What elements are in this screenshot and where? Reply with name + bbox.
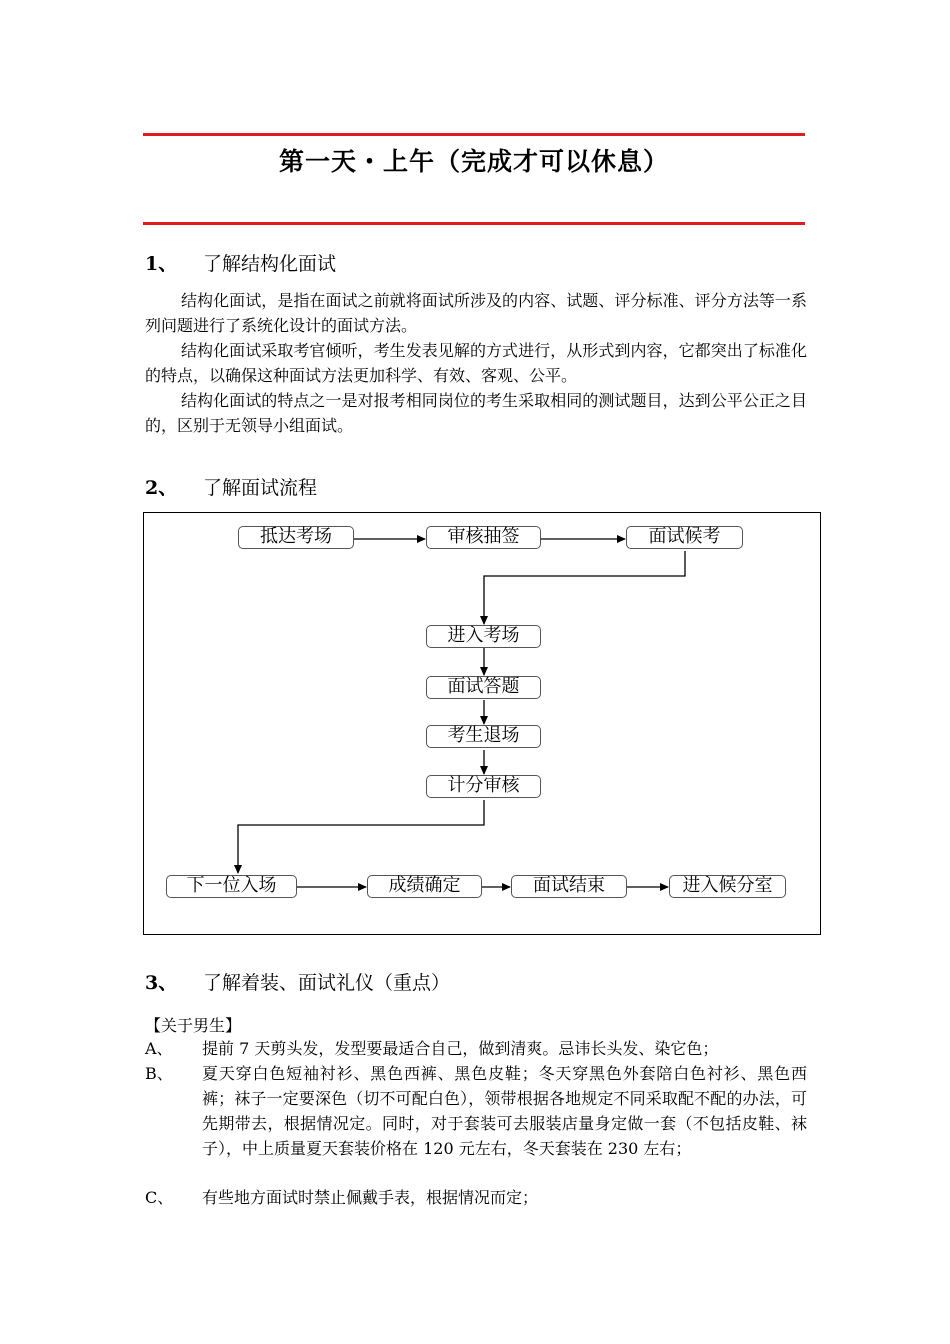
section-heading-1 — [145, 249, 336, 276]
process-flowchart — [143, 512, 821, 935]
page-title: 第一天・上午（完成才可以休息） — [278, 147, 669, 176]
section-number: 3、 — [145, 972, 178, 994]
section-title: 了解结构化面试 — [203, 253, 337, 275]
paragraph: 结构化面试的特点之一是对报考相同岗位的考生采取相同的测试题目，达到公平公正之目的，区别于无领导小组面试。 — [145, 391, 807, 435]
list-marker: B、 — [145, 1064, 173, 1083]
intro-text — [145, 288, 807, 438]
paragraph: 结构化面试采取考官倾听，考生发表见解的方式进行，从形式到内容，它都突出了标准化的特点，以确保这种面试方法更加科学、有效、客观、公平。 — [145, 341, 807, 385]
section-number: 1、 — [145, 253, 178, 275]
list-item — [145, 1036, 807, 1061]
arrow — [484, 551, 685, 624]
section-title: 了解着装、面试礼仪（重点） — [203, 972, 451, 994]
flow-step-wait: 面试候考 — [626, 526, 743, 549]
subsection-label: 【关于男生】 — [145, 1016, 242, 1035]
list-item-text: 有些地方面试时禁止佩戴手表，根据情况而定； — [202, 1188, 539, 1207]
list-item-text: 提前 7 天剪头发，发型要最适合自己，做到清爽。忌讳长头发、染它色； — [202, 1039, 719, 1058]
flow-step-exit: 考生退场 — [426, 725, 541, 748]
list-marker: C、 — [145, 1188, 174, 1207]
flow-step-scoring: 计分审核 — [426, 775, 541, 798]
flow-step-score-waiting-room: 进入候分室 — [669, 875, 786, 898]
flow-step-check-draw: 审核抽签 — [426, 526, 541, 549]
section-heading-2 — [145, 473, 317, 500]
flow-step-arrive-venue: 抵达考场 — [238, 526, 354, 549]
section-number: 2、 — [145, 477, 178, 499]
list-item-text: 夏天穿白色短袖衬衫、黑色西裤、黑色皮鞋；冬天穿黑色外套陪白色衬衫、黑色西裤；袜子一定要深色（切不可配白色），领带根据各地规定不同采取配不配的办法，可先期带去，根据情况定。同时，对于套装可去服装店量身定做一套（不包括皮鞋、袜子），中上质量夏天套装价格在 120 元左右，冬天套装在 230 左右； — [202, 1064, 807, 1158]
flow-step-enter-room: 进入考场 — [426, 625, 541, 648]
flow-step-score-confirm: 成绩确定 — [367, 875, 482, 898]
flow-step-end: 面试结束 — [511, 875, 627, 898]
top-red-rule — [143, 133, 805, 136]
flow-step-next-candidate: 下一位入场 — [166, 875, 297, 898]
list-item — [145, 1185, 807, 1210]
list-marker: A、 — [145, 1039, 173, 1058]
flow-step-answer: 面试答题 — [426, 676, 541, 699]
bottom-red-rule — [143, 222, 805, 225]
arrow — [238, 800, 484, 873]
section-heading-3 — [145, 968, 450, 995]
paragraph: 结构化面试，是指在面试之前就将面试所涉及的内容、试题、评分标准、评分方法等一系列问题进行了系统化设计的面试方法。 — [145, 291, 807, 335]
list-item — [145, 1061, 807, 1161]
section-title: 了解面试流程 — [203, 477, 318, 499]
